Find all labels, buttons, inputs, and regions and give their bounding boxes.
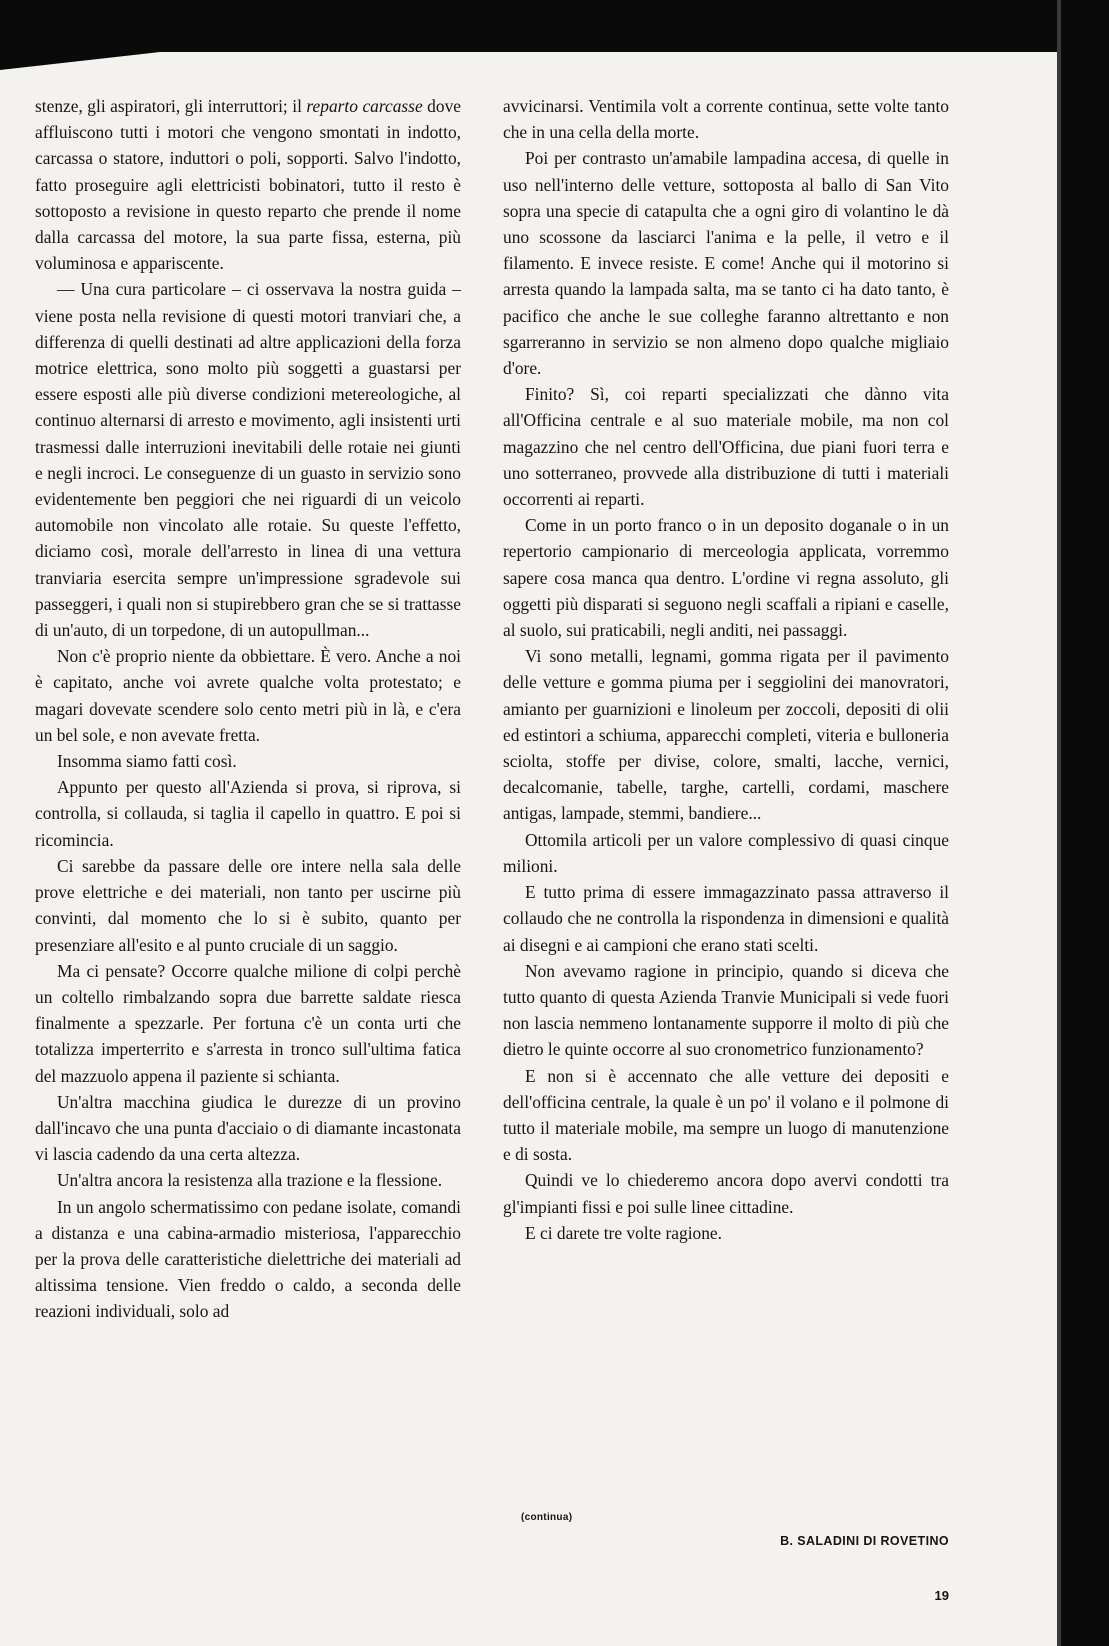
paragraph: E non si è accennato che alle vetture dei depositi e dell'officina centrale, la quale è un po' il volano e il polmone di tutto il materiale mobile, ma sempre un luogo di manutenzione e di sosta.: [503, 1065, 949, 1165]
paragraph: In un angolo schermatissimo con pedane isolate, comandi a distanza e una cabina-armadio misteriosa, l'apparecchio per la prova delle caratteristiche dielettriche dei materiali ad altissima tensione. Vien freddo o caldo, a seconda delle reazioni individuali, solo ad: [35, 1196, 461, 1322]
paragraph: Non avevamo ragione in principio, quando si diceva che tutto quanto di questa Azienda Tranvie Municipali si vede fuori non lascia nemmeno lontanamente supporre il molto di più che dietro le quinte occorre al suo cronometrico funzionamento?: [503, 960, 949, 1060]
paragraph-text-start: stenze, gli aspiratori, gli interruttori; il reparto carcasse dove affluiscono tutti i motori che vengono smontati in indotto, carcassa o statore, induttori o poli, sopporti. Salvo l'indotto, fatto proseguire agli elettricisti bobinatori, tutto il resto è sottoposto a revisione in questo reparto che prende il nome dalla carcassa del motore, la sua parte fissa, esterna, più voluminosa e appariscente.: [35, 96, 461, 274]
left-column: [35, 93, 461, 1325]
author-byline: B. SALADINI DI ROVETINO: [780, 1534, 949, 1548]
paragraph: Appunto per questo all'Azienda si prova, si riprova, si controlla, si collauda, si taglia il capello in quattro. E poi si ricomincia.: [35, 777, 461, 850]
paragraph: [35, 93, 461, 276]
paragraph: Poi per contrasto un'amabile lampadina accesa, di quelle in uso nell'interno delle vetture, sottoposta al ballo di San Vito sopra una specie di catapulta che a ogni giro di volantino le dà uno scossone da lasciarci l'anima e la pelle, il vetro e il filamento. E invece resiste. E come! Anche qui il motorino si arresta quando la lampada salta, ma se tanto ci ha dato tanto, è pacifico che anche le sue colleghe faranno altrettanto e non sgarreranno in servizio se non almeno dopo qualche migliaio d'ore.: [503, 148, 949, 379]
paragraph: Come in un porto franco o in un deposito doganale o in un repertorio campionario di merceologia applicata, vorremmo sapere cosa manca qua dentro. L'ordine vi regna assoluto, gli oggetti più disparati si seguono negli scaffali a ripiani e caselle, al suolo, sui praticabili, negli anditi, nei passaggi.: [503, 515, 949, 641]
paragraph: — Una cura particolare – ci osservava la nostra guida – viene posta nella revisione di questi motori tranviari che, a differenza di quelli destinati ad altre applicazioni della forza motrice elettrica, sono molto più soggetti a guastarsi per essere esposti alle più diverse condizioni metereologiche, al continuo alternarsi di arresto e movimento, agli insistenti urti trasmessi dalle interruzioni inevitabili delle rotaie nei giunti e negli incroci. Le conseguenze di un guasto in servizio sono evidentemente ben peggiori che nei riguardi di un veicolo automobile non vincolato alle rotaie. Su queste l'effetto, diciamo così, morale dell'arresto in linea di una vettura tranviaria esercita sempre un'impressione sgradevole sui passeggeri, i quali non si stupirebbero gran che se si trattasse di un'auto, di un torpedone, di un autopullman...: [35, 279, 461, 641]
paragraph: Ottomila articoli per un valore complessivo di quasi cinque milioni.: [503, 829, 949, 876]
paragraph: Quindi ve lo chiederemo ancora dopo avervi condotti tra gl'impianti fissi e poi sulle linee cittadine.: [503, 1170, 949, 1217]
paragraph: avvicinarsi. Ventimila volt a corrente continua, sette volte tanto che in una cella della morte.: [503, 96, 949, 143]
continued-note: (continua): [521, 1512, 573, 1523]
right-column: [503, 93, 949, 1246]
paragraph: Ma ci pensate? Occorre qualche milione di colpi perchè un coltello rimbalzando sopra due barrette saldate riesca finalmente a spezzarle. Per fortuna c'è un conta urti che totalizza imperterrito e s'arresta in tronco sull'ultima fatica del mazzuolo appena il paziente si schianta.: [35, 960, 461, 1086]
paragraph: Vi sono metalli, legnami, gomma rigata per il pavimento delle vetture e gomma piuma per i seggiolini dei manovratori, amianto per guarnizioni e linoleum per zoccoli, depositi di olii ed estintori a schiuma, apparecchi completi, viteria e bulloneria sciolta, stoffe per divise, colore, smalti, lacche, vernici, decalcomanie, tabelle, targhe, cartelli, cordami, maschere antigas, lampade, stemmi, bandiere...: [503, 646, 949, 824]
italic-phrase: reparto carcasse: [306, 96, 423, 116]
paragraph: Un'altra macchina giudica le durezze di un provino dall'incavo che una punta d'acciaio o di diamante incastonata vi lascia cadendo da una certa altezza.: [35, 1091, 461, 1165]
paragraph: Insomma siamo fatti così.: [57, 751, 237, 772]
paragraph: Ci sarebbe da passare delle ore intere nella sala delle prove elettriche e dei materiali, non tanto per uscirne più convinti, dal momento che lo si è subito, quanto per presenziare all'esito e al punto cruciale di un saggio.: [35, 855, 461, 955]
paragraph: Un'altra ancora la resistenza alla trazione e la flessione.: [57, 1170, 443, 1191]
paragraph: Finito? Sì, coi reparti specializzati che dànno vita all'Officina centrale e al suo materiale mobile, ma non col magazzino che nel centro dell'Officina, due piani fuori terra e uno sotterraneo, provvede alla distribuzione di tutti i materiali occorrenti ai reparti.: [503, 384, 949, 510]
paragraph: E ci darete tre volte ragione.: [525, 1222, 722, 1243]
page-number: 19: [934, 1588, 949, 1603]
paragraph: E tutto prima di essere immagazzinato passa attraverso il collaudo che ne controlla la rispondenza in dimensioni e qualità ai disegni e ai campioni che erano stati scelti.: [503, 882, 949, 955]
paragraph: Non c'è proprio niente da obbiettare. È vero. Anche a noi è capitato, anche voi avrete qualche volta protestato; e magari dovevate scendere solo cento metri più in là, e c'era un bel sole, e non avevate fretta.: [35, 646, 461, 745]
